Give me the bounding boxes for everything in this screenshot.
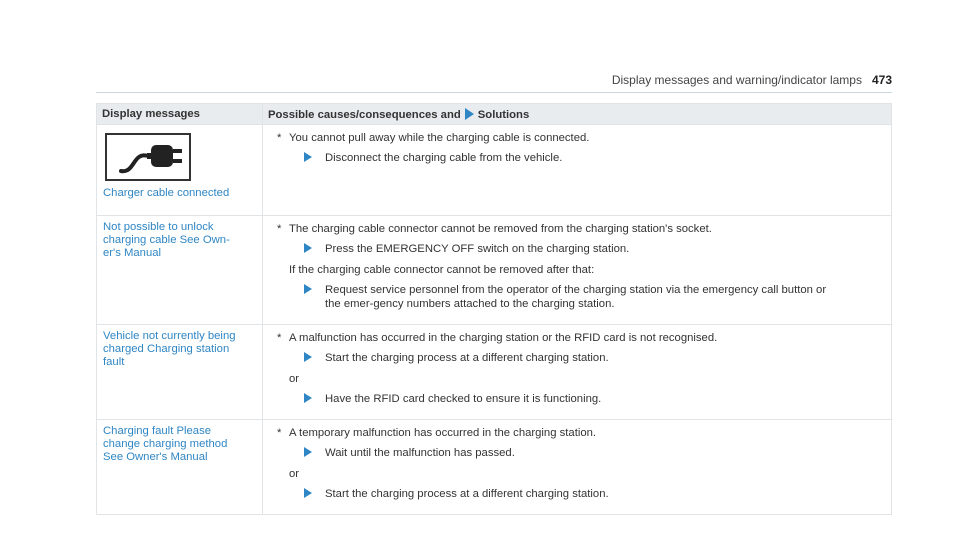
message-label: Charging fault Please change charging method See Owner's Manual: [103, 425, 228, 463]
message-cell: [97, 420, 263, 515]
solution-step: Start the charging process at a different charging station.: [277, 351, 883, 365]
running-head: [612, 73, 892, 87]
or-text: or: [289, 373, 300, 385]
arrow-icon: [304, 447, 312, 457]
cause-text: * You cannot pull away while the charging cable is connected.: [277, 132, 590, 144]
solution-cell: [263, 216, 892, 325]
arrow-icon: [304, 152, 312, 162]
solutions-label: Solutions: [477, 108, 530, 121]
solution-cell: [263, 325, 892, 420]
table-row: [97, 420, 892, 515]
solution-cell: [263, 420, 892, 515]
message-label: Not possible to unlock charging cable See Own-er's Manual: [103, 221, 230, 259]
solution-step: Start the charging process at a different charging station.: [277, 487, 883, 501]
solution-cell: [263, 125, 892, 216]
message-cell: [97, 216, 263, 325]
solution-step: Request service personnel from the operator of the charging station via the emergency call button or the emer-gency numbers attached to the charging station.: [277, 283, 883, 311]
column-header-causes: [263, 104, 892, 125]
note-text: If the charging cable connector cannot be removed after that:: [289, 264, 595, 276]
solution-step: Have the RFID card checked to ensure it is functioning.: [277, 392, 883, 406]
charging-plug-icon: [105, 133, 191, 181]
cause-text: * The charging cable connector cannot be removed from the charging station's socket.: [277, 223, 712, 235]
display-messages-table: [96, 103, 892, 515]
arrow-icon: [465, 108, 474, 120]
column-header-messages: Display messages: [97, 104, 263, 125]
message-label: Vehicle not currently being charged Charging station fault: [103, 330, 236, 368]
table-header-row: [97, 104, 892, 125]
table-row: [97, 216, 892, 325]
solution-step: Press the EMERGENCY OFF switch on the charging station.: [277, 242, 883, 256]
causes-label: Possible causes/consequences and: [268, 108, 461, 121]
cause-text: * A temporary malfunction has occurred in the charging station.: [277, 427, 597, 439]
message-cell: [97, 125, 263, 216]
arrow-icon: [304, 284, 312, 294]
table-row: [97, 325, 892, 420]
arrow-icon: [304, 352, 312, 362]
arrow-icon: [304, 488, 312, 498]
arrow-icon: [304, 393, 312, 403]
page-number: 473: [871, 73, 892, 87]
or-text: or: [289, 468, 300, 480]
message-cell: [97, 325, 263, 420]
cause-text: * A malfunction has occurred in the charging station or the RFID card is not recognised.: [277, 332, 718, 344]
header-rule: [96, 92, 892, 93]
solution-step: Wait until the malfunction has passed.: [277, 446, 883, 460]
section-title: Display messages and warning/indicator lamps: [611, 73, 862, 87]
table-row: [97, 125, 892, 216]
arrow-icon: [304, 243, 312, 253]
solution-step: Disconnect the charging cable from the vehicle.: [277, 151, 883, 165]
message-label: Charger cable connected: [103, 187, 230, 199]
